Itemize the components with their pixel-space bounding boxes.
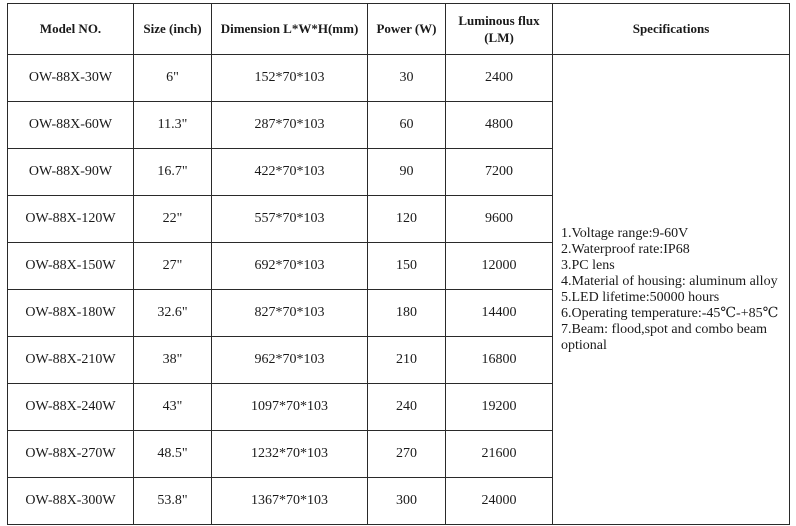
spec-line: 5.LED lifetime:50000 hours [561,289,720,305]
cell-size: 38" [134,337,212,384]
header-model: Model NO. [8,4,134,55]
cell-size: 22" [134,196,212,243]
cell-power: 60 [368,102,446,149]
spec-line: 7.Beam: flood,spot and combo beam optional [561,321,768,353]
cell-power: 120 [368,196,446,243]
cell-model: OW-88X-270W [8,431,134,478]
cell-model: OW-88X-60W [8,102,134,149]
cell-model: OW-88X-90W [8,149,134,196]
cell-flux: 4800 [446,102,553,149]
specifications-cell [553,55,790,525]
cell-dimension: 1097*70*103 [212,384,368,431]
spec-line: 3.PC lens [561,257,615,273]
cell-model: OW-88X-210W [8,337,134,384]
cell-flux: 14400 [446,290,553,337]
cell-dimension: 1367*70*103 [212,478,368,525]
header-dimension: Dimension L*W*H(mm) [212,4,368,55]
table-row [8,55,790,102]
cell-dimension: 692*70*103 [212,243,368,290]
spec-line: 4.Material of housing: aluminum alloy [561,273,778,289]
cell-size: 16.7" [134,149,212,196]
cell-flux: 19200 [446,384,553,431]
cell-dimension: 557*70*103 [212,196,368,243]
product-spec-table [7,3,790,525]
cell-model: OW-88X-300W [8,478,134,525]
cell-flux: 12000 [446,243,553,290]
cell-size: 48.5" [134,431,212,478]
cell-model: OW-88X-120W [8,196,134,243]
cell-size: 6" [134,55,212,102]
cell-dimension: 962*70*103 [212,337,368,384]
cell-power: 30 [368,55,446,102]
cell-model: OW-88X-180W [8,290,134,337]
header-flux-line2: (LM) [484,30,514,45]
cell-flux: 9600 [446,196,553,243]
cell-size: 27" [134,243,212,290]
cell-flux: 16800 [446,337,553,384]
cell-model: OW-88X-30W [8,55,134,102]
cell-power: 270 [368,431,446,478]
cell-size: 32.6" [134,290,212,337]
header-flux-line1: Luminous flux [458,13,540,28]
cell-size: 11.3" [134,102,212,149]
cell-dimension: 422*70*103 [212,149,368,196]
header-power: Power (W) [368,4,446,55]
cell-dimension: 1232*70*103 [212,431,368,478]
header-row [8,4,790,55]
cell-power: 90 [368,149,446,196]
cell-power: 180 [368,290,446,337]
cell-power: 210 [368,337,446,384]
cell-dimension: 152*70*103 [212,55,368,102]
header-luminous-flux [446,4,553,55]
cell-dimension: 287*70*103 [212,102,368,149]
cell-flux: 24000 [446,478,553,525]
cell-size: 43" [134,384,212,431]
cell-flux: 21600 [446,431,553,478]
header-specifications: Specifications [553,4,790,55]
cell-model: OW-88X-150W [8,243,134,290]
cell-power: 300 [368,478,446,525]
cell-flux: 2400 [446,55,553,102]
cell-model: OW-88X-240W [8,384,134,431]
cell-flux: 7200 [446,149,553,196]
cell-power: 240 [368,384,446,431]
spec-line: 2.Waterproof rate:IP68 [561,241,690,257]
spec-line: 6.Operating temperature:-45℃-+85℃ [561,305,779,321]
cell-power: 150 [368,243,446,290]
header-size: Size (inch) [134,4,212,55]
cell-size: 53.8" [134,478,212,525]
spec-line: 1.Voltage range:9-60V [561,225,689,241]
cell-dimension: 827*70*103 [212,290,368,337]
